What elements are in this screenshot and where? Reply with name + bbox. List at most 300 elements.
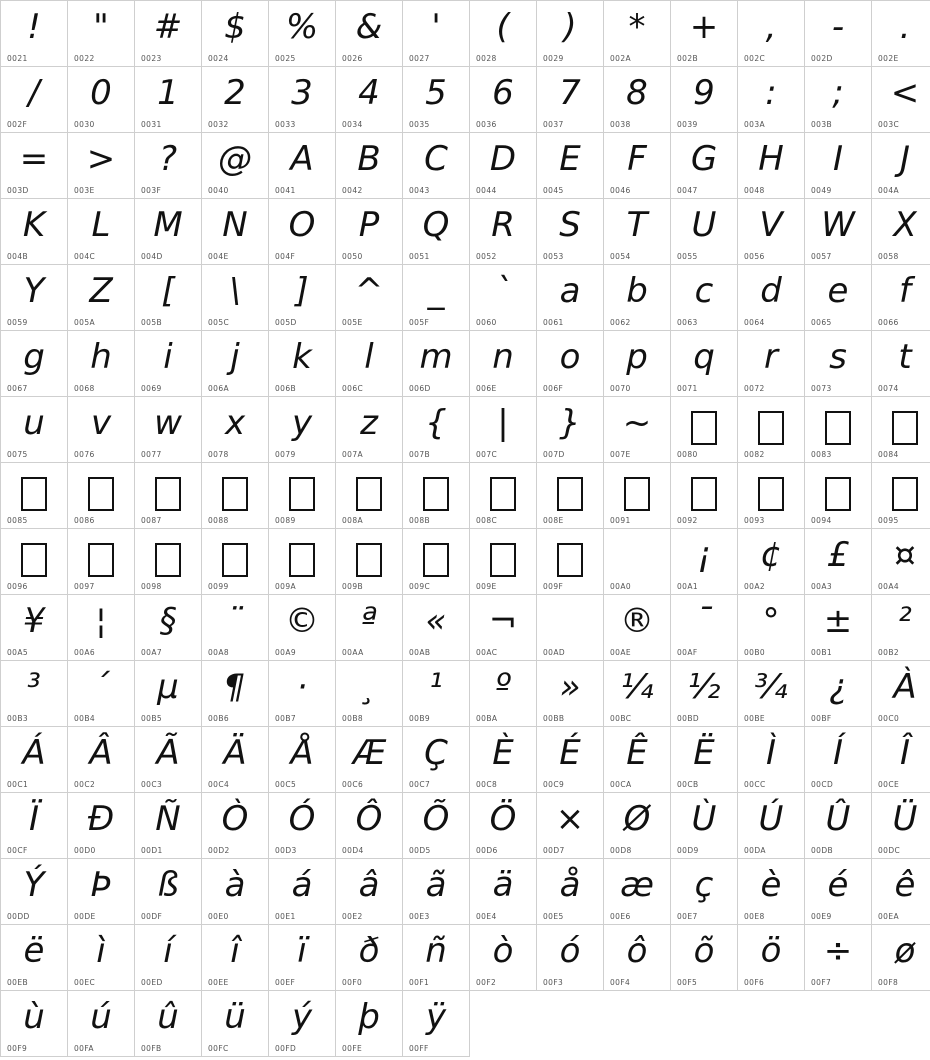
- glyph-codepoint: 00BA: [476, 714, 498, 723]
- glyph-cell[interactable]: [872, 331, 930, 397]
- glyph-codepoint: 00A0: [610, 582, 632, 591]
- glyph-cell[interactable]: [403, 859, 470, 925]
- glyph-cell[interactable]: [872, 397, 930, 463]
- glyph-cell[interactable]: [671, 133, 738, 199]
- glyph-cell[interactable]: [738, 793, 805, 859]
- glyph-character: ¢: [760, 535, 782, 575]
- glyph-cell[interactable]: [68, 727, 135, 793]
- glyph-cell[interactable]: [68, 529, 135, 595]
- glyph-cell[interactable]: [470, 199, 537, 265]
- glyph-cell[interactable]: [269, 199, 336, 265]
- glyph-cell[interactable]: [68, 991, 135, 1057]
- glyph-cell[interactable]: [269, 793, 336, 859]
- glyph-cell[interactable]: [805, 331, 872, 397]
- glyph-cell[interactable]: [68, 397, 135, 463]
- glyph-codepoint: 0079: [275, 450, 296, 459]
- glyph-cell[interactable]: [1, 199, 68, 265]
- glyph-cell[interactable]: [604, 727, 671, 793]
- glyph-cell[interactable]: [671, 463, 738, 529]
- glyph-codepoint: 0048: [744, 186, 765, 195]
- glyph-codepoint: 004D: [141, 252, 163, 261]
- glyph-cell[interactable]: [403, 199, 470, 265]
- glyph-cell[interactable]: [872, 1, 930, 67]
- glyph-cell[interactable]: [470, 133, 537, 199]
- glyph-cell[interactable]: [738, 199, 805, 265]
- glyph-cell[interactable]: [738, 859, 805, 925]
- glyph-cell[interactable]: [1, 793, 68, 859]
- glyph-cell[interactable]: [805, 397, 872, 463]
- glyph-character: ø: [894, 931, 916, 971]
- glyph-cell[interactable]: [202, 133, 269, 199]
- glyph-cell[interactable]: [671, 661, 738, 727]
- glyph-cell[interactable]: [269, 595, 336, 661]
- glyph-character: ±: [823, 601, 853, 641]
- glyph-cell[interactable]: [336, 463, 403, 529]
- glyph-codepoint: 0030: [74, 120, 95, 129]
- glyph-cell[interactable]: [537, 793, 604, 859]
- glyph-cell[interactable]: [403, 529, 470, 595]
- glyph-codepoint: 00C8: [476, 780, 498, 789]
- glyph-cell[interactable]: [604, 397, 671, 463]
- glyph-cell[interactable]: [537, 529, 604, 595]
- glyph-cell[interactable]: [671, 595, 738, 661]
- glyph-cell[interactable]: [269, 859, 336, 925]
- glyph-cell[interactable]: [336, 133, 403, 199]
- glyph-cell[interactable]: [671, 925, 738, 991]
- glyph-character: [269, 533, 335, 577]
- glyph-cell[interactable]: [68, 265, 135, 331]
- glyph-codepoint: 00AE: [610, 648, 632, 657]
- glyph-cell[interactable]: [68, 661, 135, 727]
- glyph-cell[interactable]: [336, 67, 403, 133]
- glyph-cell[interactable]: [1, 925, 68, 991]
- glyph-cell[interactable]: [336, 661, 403, 727]
- glyph-cell[interactable]: [470, 595, 537, 661]
- glyph-cell[interactable]: [202, 925, 269, 991]
- glyph-cell[interactable]: [805, 595, 872, 661]
- glyph-cell[interactable]: [269, 463, 336, 529]
- glyph-cell[interactable]: [537, 661, 604, 727]
- glyph-cell[interactable]: [68, 595, 135, 661]
- glyph-cell[interactable]: [1, 595, 68, 661]
- glyph-character: ®: [620, 601, 654, 641]
- glyph-cell[interactable]: [202, 397, 269, 463]
- glyph-cell[interactable]: [470, 727, 537, 793]
- glyph-cell[interactable]: [872, 529, 930, 595]
- glyph-character: 5: [425, 73, 447, 113]
- glyph-cell[interactable]: [202, 331, 269, 397]
- glyph-cell[interactable]: [671, 331, 738, 397]
- glyph-cell[interactable]: [805, 661, 872, 727]
- glyph-cell[interactable]: [68, 925, 135, 991]
- glyph-cell[interactable]: [269, 397, 336, 463]
- glyph-codepoint: 0085: [7, 516, 28, 525]
- glyph-character: [68, 533, 134, 577]
- glyph-character: [336, 533, 402, 577]
- glyph-cell[interactable]: [671, 397, 738, 463]
- glyph-cell[interactable]: [872, 463, 930, 529]
- glyph-codepoint: 0080: [677, 450, 698, 459]
- glyph-character: :: [765, 73, 777, 113]
- glyph-cell[interactable]: [403, 1, 470, 67]
- glyph-codepoint: 0099: [208, 582, 229, 591]
- glyph-cell[interactable]: [470, 463, 537, 529]
- glyph-codepoint: 0086: [74, 516, 95, 525]
- glyph-cell[interactable]: [872, 925, 930, 991]
- glyph-cell[interactable]: [269, 991, 336, 1057]
- glyph-cell[interactable]: [336, 1, 403, 67]
- glyph-cell[interactable]: [738, 661, 805, 727]
- glyph-character: Ü: [892, 799, 918, 839]
- glyph-cell[interactable]: [738, 463, 805, 529]
- glyph-character: ó: [559, 931, 581, 971]
- glyph-cell[interactable]: [135, 67, 202, 133]
- glyph-cell[interactable]: [537, 67, 604, 133]
- glyph-cell[interactable]: [269, 67, 336, 133]
- glyph-cell[interactable]: [135, 133, 202, 199]
- glyph-cell[interactable]: [1, 133, 68, 199]
- glyph-cell[interactable]: [68, 199, 135, 265]
- glyph-cell[interactable]: [68, 793, 135, 859]
- glyph-character: ì: [96, 931, 106, 971]
- glyph-cell[interactable]: [537, 1, 604, 67]
- glyph-codepoint: 00B6: [208, 714, 230, 723]
- glyph-cell[interactable]: [537, 133, 604, 199]
- glyph-codepoint: 0098: [141, 582, 162, 591]
- glyph-cell[interactable]: [738, 727, 805, 793]
- glyph-cell[interactable]: [403, 397, 470, 463]
- glyph-cell[interactable]: [805, 1, 872, 67]
- glyph-cell[interactable]: [403, 661, 470, 727]
- glyph-cell[interactable]: [68, 859, 135, 925]
- glyph-cell[interactable]: [470, 661, 537, 727]
- glyph-cell[interactable]: [269, 529, 336, 595]
- glyph-cell[interactable]: [336, 199, 403, 265]
- glyph-codepoint: 00BE: [744, 714, 766, 723]
- glyph-cell[interactable]: [604, 1, 671, 67]
- notdef-box-icon: [490, 543, 516, 577]
- glyph-cell[interactable]: [202, 661, 269, 727]
- glyph-cell[interactable]: [135, 661, 202, 727]
- glyph-cell[interactable]: [269, 1, 336, 67]
- glyph-cell[interactable]: [805, 133, 872, 199]
- glyph-row: [1, 859, 930, 925]
- notdef-box-icon: [557, 477, 583, 511]
- glyph-character: C: [424, 139, 448, 179]
- glyph-cell[interactable]: [269, 727, 336, 793]
- glyph-cell[interactable]: [135, 925, 202, 991]
- glyph-cell[interactable]: [604, 133, 671, 199]
- glyph-cell[interactable]: [403, 67, 470, 133]
- glyph-cell[interactable]: [1, 331, 68, 397]
- glyph-cell[interactable]: [537, 397, 604, 463]
- glyph-codepoint: 00D9: [677, 846, 699, 855]
- glyph-cell[interactable]: [403, 331, 470, 397]
- glyph-character: è: [760, 865, 782, 905]
- glyph-character: h: [90, 337, 112, 377]
- glyph-cell[interactable]: [135, 793, 202, 859]
- glyph-cell[interactable]: [336, 859, 403, 925]
- glyph-character: Ñ: [155, 799, 181, 839]
- glyph-cell[interactable]: [135, 397, 202, 463]
- glyph-cell[interactable]: [403, 727, 470, 793]
- glyph-cell[interactable]: [68, 463, 135, 529]
- glyph-character: (: [496, 7, 510, 47]
- glyph-cell[interactable]: [202, 529, 269, 595]
- notdef-box-icon: [222, 477, 248, 511]
- glyph-cell[interactable]: [604, 331, 671, 397]
- glyph-codepoint: 00FD: [275, 1044, 297, 1053]
- glyph-cell[interactable]: [872, 265, 930, 331]
- glyph-row: [1, 595, 930, 661]
- glyph-cell[interactable]: [202, 1, 269, 67]
- glyph-cell[interactable]: [805, 529, 872, 595]
- glyph-character: Y: [23, 271, 45, 311]
- glyph-cell[interactable]: [1, 661, 68, 727]
- glyph-cell[interactable]: [403, 793, 470, 859]
- glyph-codepoint: 007E: [610, 450, 631, 459]
- glyph-codepoint: 00D6: [476, 846, 498, 855]
- glyph-cell[interactable]: [68, 133, 135, 199]
- glyph-character: ë: [23, 931, 45, 971]
- glyph-cell[interactable]: [269, 133, 336, 199]
- glyph-cell[interactable]: [269, 265, 336, 331]
- glyph-cell[interactable]: [604, 199, 671, 265]
- glyph-cell[interactable]: [403, 991, 470, 1057]
- glyph-character: [269, 467, 335, 511]
- glyph-codepoint: 00CB: [677, 780, 699, 789]
- glyph-cell[interactable]: [805, 727, 872, 793]
- glyph-cell[interactable]: [537, 265, 604, 331]
- glyph-cell[interactable]: [269, 331, 336, 397]
- glyph-cell[interactable]: [537, 595, 604, 661]
- glyph-cell[interactable]: [604, 859, 671, 925]
- glyph-cell[interactable]: [470, 793, 537, 859]
- glyph-character: &: [355, 7, 383, 47]
- glyph-cell[interactable]: [403, 595, 470, 661]
- glyph-cell[interactable]: [470, 1, 537, 67]
- glyph-character: B: [357, 139, 381, 179]
- notdef-box-icon: [155, 543, 181, 577]
- glyph-cell[interactable]: [805, 859, 872, 925]
- glyph-cell[interactable]: [470, 859, 537, 925]
- glyph-cell[interactable]: [537, 463, 604, 529]
- glyph-row: [1, 925, 930, 991]
- glyph-character: ×: [555, 799, 585, 839]
- glyph-cell[interactable]: [604, 67, 671, 133]
- glyph-codepoint: 005C: [208, 318, 230, 327]
- glyph-cell[interactable]: [336, 265, 403, 331]
- glyph-cell[interactable]: [470, 529, 537, 595]
- glyph-cell[interactable]: [604, 265, 671, 331]
- glyph-cell[interactable]: [470, 331, 537, 397]
- glyph-cell[interactable]: [738, 925, 805, 991]
- glyph-cell[interactable]: [805, 925, 872, 991]
- glyph-cell[interactable]: [202, 793, 269, 859]
- glyph-cell[interactable]: [202, 991, 269, 1057]
- glyph-cell[interactable]: [135, 265, 202, 331]
- glyph-cell[interactable]: [202, 265, 269, 331]
- glyph-cell[interactable]: [336, 331, 403, 397]
- glyph-cell[interactable]: [872, 199, 930, 265]
- glyph-cell[interactable]: [202, 595, 269, 661]
- glyph-cell[interactable]: [1, 67, 68, 133]
- glyph-cell[interactable]: [135, 727, 202, 793]
- glyph-character: [: [161, 271, 175, 311]
- glyph-cell[interactable]: [68, 1, 135, 67]
- glyph-character: ã: [425, 865, 447, 905]
- glyph-codepoint: 002F: [7, 120, 28, 129]
- glyph-cell[interactable]: [202, 859, 269, 925]
- glyph-codepoint: 006B: [275, 384, 297, 393]
- glyph-cell[interactable]: [202, 67, 269, 133]
- glyph-character: à: [224, 865, 246, 905]
- glyph-codepoint: 0094: [811, 516, 832, 525]
- glyph-cell[interactable]: [671, 199, 738, 265]
- glyph-cell[interactable]: [671, 727, 738, 793]
- glyph-cell[interactable]: [537, 925, 604, 991]
- glyph-cell[interactable]: [537, 331, 604, 397]
- glyph-cell[interactable]: [68, 67, 135, 133]
- glyph-cell[interactable]: [1, 991, 68, 1057]
- glyph-character: Á: [22, 733, 46, 773]
- glyph-cell[interactable]: [336, 727, 403, 793]
- glyph-cell[interactable]: [537, 199, 604, 265]
- glyph-cell[interactable]: [738, 133, 805, 199]
- glyph-codepoint: 0093: [744, 516, 765, 525]
- glyph-cell[interactable]: [738, 529, 805, 595]
- glyph-cell[interactable]: [872, 595, 930, 661]
- glyph-character: ?: [158, 139, 178, 179]
- glyph-cell[interactable]: [604, 463, 671, 529]
- glyph-cell[interactable]: [336, 925, 403, 991]
- glyph-cell[interactable]: [671, 67, 738, 133]
- glyph-cell[interactable]: [738, 397, 805, 463]
- glyph-character: þ: [358, 997, 380, 1037]
- glyph-cell[interactable]: [202, 199, 269, 265]
- glyph-cell[interactable]: [135, 331, 202, 397]
- glyph-cell[interactable]: [738, 67, 805, 133]
- glyph-codepoint: 00EA: [878, 912, 900, 921]
- glyph-cell[interactable]: [336, 991, 403, 1057]
- glyph-cell[interactable]: [671, 793, 738, 859]
- glyph-character: °: [762, 601, 780, 641]
- glyph-cell[interactable]: [872, 727, 930, 793]
- glyph-cell[interactable]: [135, 199, 202, 265]
- glyph-codepoint: 0063: [677, 318, 698, 327]
- glyph-cell[interactable]: [537, 859, 604, 925]
- glyph-cell[interactable]: [872, 661, 930, 727]
- glyph-cell[interactable]: [403, 463, 470, 529]
- glyph-cell[interactable]: [671, 1, 738, 67]
- glyph-cell[interactable]: [537, 727, 604, 793]
- glyph-cell[interactable]: [135, 1, 202, 67]
- glyph-cell[interactable]: [671, 859, 738, 925]
- glyph-cell[interactable]: [1, 463, 68, 529]
- glyph-cell[interactable]: [872, 67, 930, 133]
- glyph-character: ¯: [695, 601, 713, 641]
- glyph-cell[interactable]: [336, 793, 403, 859]
- glyph-cell[interactable]: [805, 199, 872, 265]
- glyph-cell[interactable]: [805, 463, 872, 529]
- glyph-codepoint: 00A7: [141, 648, 163, 657]
- glyph-cell[interactable]: [135, 463, 202, 529]
- glyph-cell[interactable]: [1, 727, 68, 793]
- glyph-character: ÿ: [425, 997, 447, 1037]
- glyph-cell[interactable]: [738, 331, 805, 397]
- glyph-cell[interactable]: [604, 925, 671, 991]
- glyph-codepoint: 003C: [878, 120, 900, 129]
- notdef-box-icon: [88, 477, 114, 511]
- glyph-cell[interactable]: [1, 529, 68, 595]
- glyph-cell[interactable]: [68, 331, 135, 397]
- glyph-character: N: [222, 205, 248, 245]
- glyph-cell[interactable]: [604, 793, 671, 859]
- glyph-codepoint: 00FE: [342, 1044, 363, 1053]
- glyph-cell[interactable]: [604, 529, 671, 595]
- glyph-cell[interactable]: [269, 925, 336, 991]
- glyph-codepoint: 003D: [7, 186, 29, 195]
- glyph-cell[interactable]: [805, 793, 872, 859]
- glyph-character: Ê: [626, 733, 648, 773]
- glyph-cell[interactable]: [403, 925, 470, 991]
- glyph-cell[interactable]: [202, 727, 269, 793]
- glyph-cell[interactable]: [671, 265, 738, 331]
- glyph-cell[interactable]: [202, 463, 269, 529]
- glyph-cell[interactable]: [470, 265, 537, 331]
- glyph-cell[interactable]: [1, 1, 68, 67]
- glyph-cell[interactable]: [805, 67, 872, 133]
- glyph-cell[interactable]: [336, 595, 403, 661]
- glyph-cell[interactable]: [604, 595, 671, 661]
- glyph-cell[interactable]: [470, 397, 537, 463]
- glyph-cell[interactable]: [135, 595, 202, 661]
- glyph-cell[interactable]: [403, 133, 470, 199]
- glyph-codepoint: 00CC: [744, 780, 766, 789]
- glyph-character: ³: [27, 667, 41, 707]
- glyph-cell[interactable]: [135, 991, 202, 1057]
- glyph-cell[interactable]: [269, 661, 336, 727]
- glyph-cell[interactable]: [1, 265, 68, 331]
- glyph-cell[interactable]: [135, 529, 202, 595]
- glyph-cell[interactable]: [135, 859, 202, 925]
- glyph-cell[interactable]: [336, 397, 403, 463]
- glyph-cell[interactable]: [872, 859, 930, 925]
- empty-cell: [604, 991, 671, 1057]
- glyph-cell[interactable]: [738, 265, 805, 331]
- glyph-cell[interactable]: [805, 265, 872, 331]
- glyph-cell[interactable]: [872, 793, 930, 859]
- glyph-cell[interactable]: [738, 1, 805, 67]
- glyph-codepoint: 004E: [208, 252, 229, 261]
- glyph-character: º: [494, 667, 512, 707]
- glyph-cell[interactable]: [604, 661, 671, 727]
- glyph-cell[interactable]: [403, 265, 470, 331]
- glyph-cell[interactable]: [671, 529, 738, 595]
- glyph-cell[interactable]: [1, 397, 68, 463]
- glyph-cell[interactable]: [470, 67, 537, 133]
- glyph-cell[interactable]: [336, 529, 403, 595]
- glyph-character: á: [291, 865, 313, 905]
- glyph-character: #: [153, 7, 183, 47]
- glyph-character: [68, 467, 134, 511]
- glyph-cell[interactable]: [470, 925, 537, 991]
- glyph-cell[interactable]: [1, 859, 68, 925]
- glyph-cell[interactable]: [738, 595, 805, 661]
- glyph-character: I: [832, 139, 844, 179]
- glyph-cell[interactable]: [872, 133, 930, 199]
- glyph-codepoint: 00DB: [811, 846, 834, 855]
